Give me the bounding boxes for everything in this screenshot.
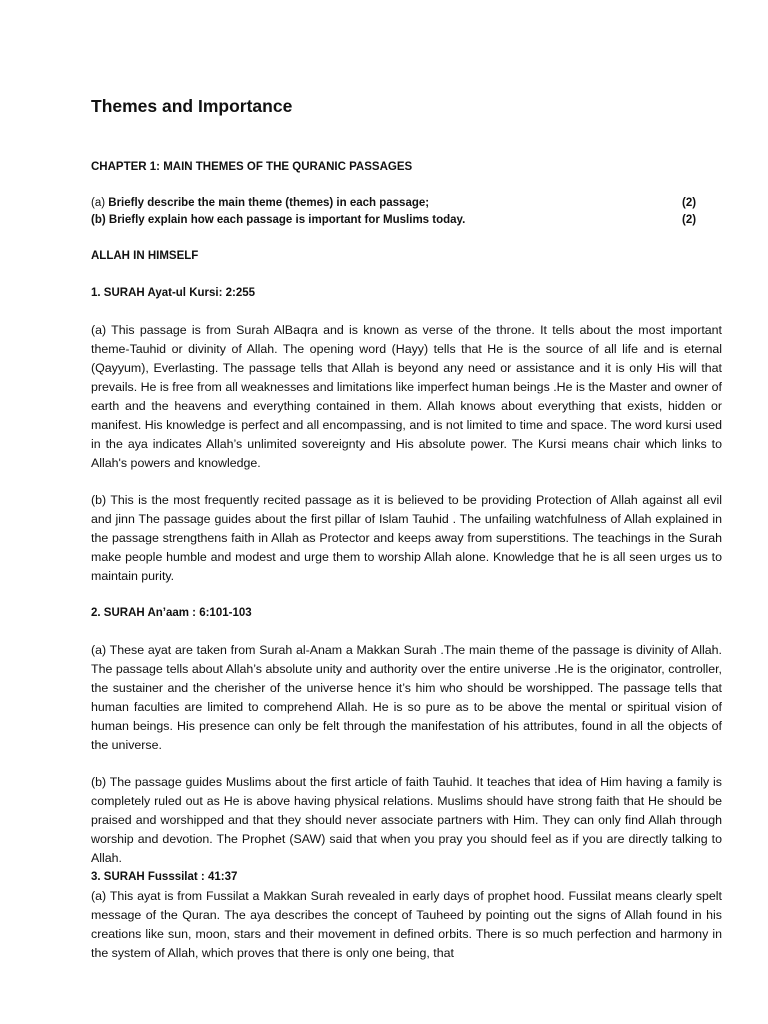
spacer	[91, 755, 722, 773]
spacer	[91, 586, 722, 604]
question-a-text: Briefly describe the main theme (themes) in each passage;	[108, 197, 430, 209]
question-a-text-wrap	[91, 195, 429, 212]
spacer	[91, 473, 722, 491]
surah-2-heading: 2. SURAH An’aam : 6:101-103	[91, 607, 252, 619]
spacer	[91, 177, 722, 195]
question-b-text: Briefly explain how each passage is important for Muslims today.	[108, 214, 466, 226]
surah-1-answer-b: (b) This is the most frequently recited passage as it is believed to be providing Protection of Allah against all evil and jinn The passage guides about the first pillar of Islam Tauhid . The unfailing watchfulness of Allah explained in the passage strengthens faith in Allah as Protector and keeps away from superstitions. The teachings in the Surah make people humble and modest and urge them to worship Allah alone. Knowledge that he is all seen urges us to maintain purity.	[91, 493, 722, 583]
document-page	[91, 94, 722, 963]
question-a-marks: (2)	[682, 197, 697, 209]
document-title: Themes and Importance	[91, 96, 293, 116]
surah-3-answer-a: (a) This ayat is from Fussilat a Makkan Surah revealed in early days of prophet hood. Fussilat means clearly spelt message of the Quran. The aya describes the concept of Tauheed by pointing out the signs of Allah found in his creations like sun, moon, stars and their movement in defined orbits. There is so much perfection and harmony in the system of Allah, which proves that there is only one being, that	[91, 889, 722, 960]
surah-2-answer-a: (a) These ayat are taken from Surah al-Anam a Makkan Surah .The main theme of the passage is divinity of Allah. The passage tells about Allah’s absolute unity and authority over the entire universe .He is the originator, controller, the sustainer and the cherisher of the universe hence it’s him who should be worshipped. The passage tells that human faculties are limited to comprehend Allah. He is so pure as to be above the mental or spiritual vision of human beings. His presence can only be felt through the manifestation of his attributes, found in all the objects of the universe.	[91, 643, 722, 752]
question-b	[91, 212, 722, 229]
spacer	[91, 266, 722, 284]
surah-1-heading: 1. SURAH Ayat-ul Kursi: 2:255	[91, 287, 256, 299]
question-b-text-wrap	[91, 212, 465, 229]
question-b-prefix: (b)	[91, 214, 106, 226]
surah-1-answer-a: (a) This passage is from Surah AlBaqra and is known as verse of the throne. It tells about the most important theme-Tauhid or divinity of Allah. The opening word (Hayy) tells that He is the source of all life and is eternal (Qayyum), Everlasting. The passage tells that Allah is beyond any need or assistance and it is only His will that prevails. He is free from all weaknesses and limitations like imperfect human beings .He is the Master and owner of earth and the heavens and everything contained in them. Allah knows about everything that exists, hidden or manifest. His knowledge is perfect and all encompassing, and is not limited to time and space. The word kursi used in the aya indicates Allah’s unlimited sovereignty and His absolute power. The Kursi means chair which links to Allah's powers and knowledge.	[91, 323, 722, 470]
section-heading: ALLAH IN HIMSELF	[91, 250, 199, 262]
question-b-marks: (2)	[682, 214, 697, 226]
question-a	[91, 195, 722, 212]
surah-2-answer-b: (b) The passage guides Muslims about the first article of faith Tauhid. It teaches that idea of Him having a family is completely ruled out as He is above having physical relations. Muslims should have strong faith that He should be praised and worshipped and that they should never associate partners with Him. They can only find Allah through worship and devotion. The Prophet (SAW) said that when you pray you should feel as if you are directly talking to Allah.	[91, 775, 722, 865]
chapter-heading: CHAPTER 1: MAIN THEMES OF THE QURANIC PASSAGES	[91, 161, 413, 173]
question-a-prefix: (a)	[91, 197, 106, 209]
spacer	[91, 229, 722, 247]
spacer	[91, 623, 722, 641]
spacer	[91, 303, 722, 321]
surah-3-heading: 3. SURAH Fusssilat : 41:37	[91, 871, 238, 883]
